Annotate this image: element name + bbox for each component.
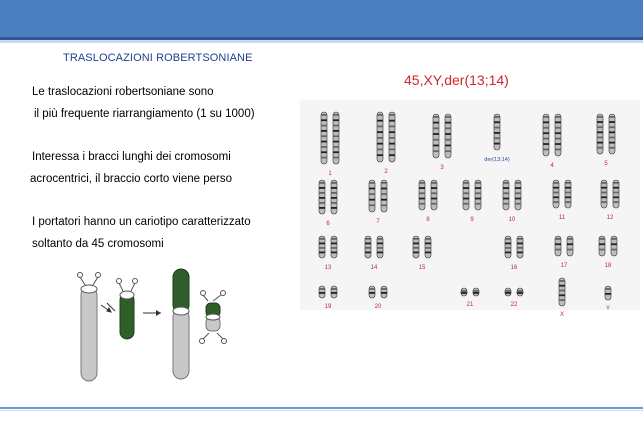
chromosome-label-22: 22 — [510, 302, 518, 308]
chromosome-pair-3 — [433, 114, 451, 158]
break-arrows — [101, 303, 115, 312]
derivative-chromosome — [173, 269, 189, 379]
chromosome-label-20: 20 — [374, 304, 382, 310]
chromosome-pair-Y — [605, 286, 611, 300]
chromosome-pair-14 — [365, 236, 383, 258]
karyotype-image — [300, 100, 640, 318]
chromosome-pair-X — [559, 278, 565, 306]
chromosome-pair-12 — [601, 180, 619, 208]
chromosome-label-9: 9 — [470, 217, 474, 223]
chromosome-pair-20 — [369, 286, 387, 298]
chromosome-pair-19 — [319, 286, 337, 298]
chromosome-pair-8 — [419, 180, 437, 210]
chromosome-pair-4 — [543, 114, 561, 156]
chromosome-label-3: 3 — [440, 165, 444, 171]
chromosome-label-18: 18 — [604, 263, 612, 269]
chromosome-label-1: 1 — [328, 171, 332, 177]
paragraph-2-line-2: acrocentrici, il braccio corto viene perso — [30, 173, 232, 185]
paragraph-3-line-1: I portatori hanno un cariotipo caratterizzato — [32, 216, 251, 228]
paragraph-3 — [32, 211, 251, 255]
process-arrow — [143, 310, 161, 316]
footer-line-light — [0, 410, 643, 411]
chromosome-label-19: 19 — [324, 304, 332, 310]
slide-title: TRASLOCAZIONI ROBERTSONIANE — [63, 52, 253, 64]
chromosome-label-8: 8 — [426, 217, 430, 223]
chromosome-pair-13 — [319, 236, 337, 258]
gray-acrocentric-chromosome — [78, 273, 101, 382]
chromosome-pair-1 — [321, 112, 339, 164]
chromosome-label-6: 6 — [326, 221, 330, 227]
paragraph-1-line-2: il più frequente riarrangiamento (1 su 1000) — [34, 108, 255, 120]
chromosome-label-der: der(13;14) — [484, 157, 510, 163]
chromosome-label-7: 7 — [376, 219, 380, 225]
chromosome-label-15: 15 — [418, 265, 426, 271]
chromosome-pair-22 — [505, 288, 523, 296]
header-underline — [0, 40, 643, 43]
chromosome-label-5: 5 — [604, 161, 608, 167]
chromosome-pair-der — [494, 114, 500, 150]
chromosome-label-Y: Y — [605, 306, 611, 312]
footer-line — [0, 407, 643, 409]
chromosome-label-10: 10 — [508, 217, 516, 223]
chromosome-pair-16 — [505, 236, 523, 258]
chromosome-label-2: 2 — [384, 169, 388, 175]
chromosome-pair-17 — [555, 236, 573, 256]
chromosome-label-21: 21 — [466, 302, 474, 308]
header-bar — [0, 0, 643, 40]
paragraph-3-line-2: soltanto da 45 cromosomi — [32, 238, 164, 250]
chromosome-pair-2 — [377, 112, 395, 162]
chromosome-label-X: X — [559, 312, 565, 318]
karyotype-title: 45,XY,der(13;14) — [404, 72, 509, 88]
chromosome-label-14: 14 — [370, 265, 378, 271]
chromosome-pair-15 — [413, 236, 431, 258]
paragraph-2 — [32, 146, 232, 190]
chromosome-label-16: 16 — [510, 265, 518, 271]
chromosome-label-17: 17 — [560, 263, 568, 269]
paragraph-2-line-1: Interessa i bracci lunghi dei cromosomi — [32, 151, 231, 163]
lost-short-arm-fragment — [200, 291, 227, 344]
chromosome-pair-6 — [319, 180, 337, 214]
chromosome-pair-10 — [503, 180, 521, 210]
green-acrocentric-chromosome — [117, 279, 138, 340]
paragraph-1-line-1: Le traslocazioni robertsoniane sono — [32, 86, 214, 98]
chromosome-label-12: 12 — [606, 215, 614, 221]
chromosome-pair-5 — [597, 114, 615, 154]
chromosome-pair-7 — [369, 180, 387, 212]
paragraph-1 — [32, 81, 255, 125]
chromosome-pair-11 — [553, 180, 571, 208]
chromosome-label-13: 13 — [324, 265, 332, 271]
translocation-diagram — [75, 265, 245, 385]
chromosome-label-11: 11 — [558, 215, 566, 221]
chromosome-label-4: 4 — [550, 163, 554, 169]
chromosome-pair-21 — [461, 288, 479, 296]
chromosome-pair-18 — [599, 236, 617, 256]
karyotype-svg — [300, 100, 640, 318]
chromosome-pair-9 — [463, 180, 481, 210]
